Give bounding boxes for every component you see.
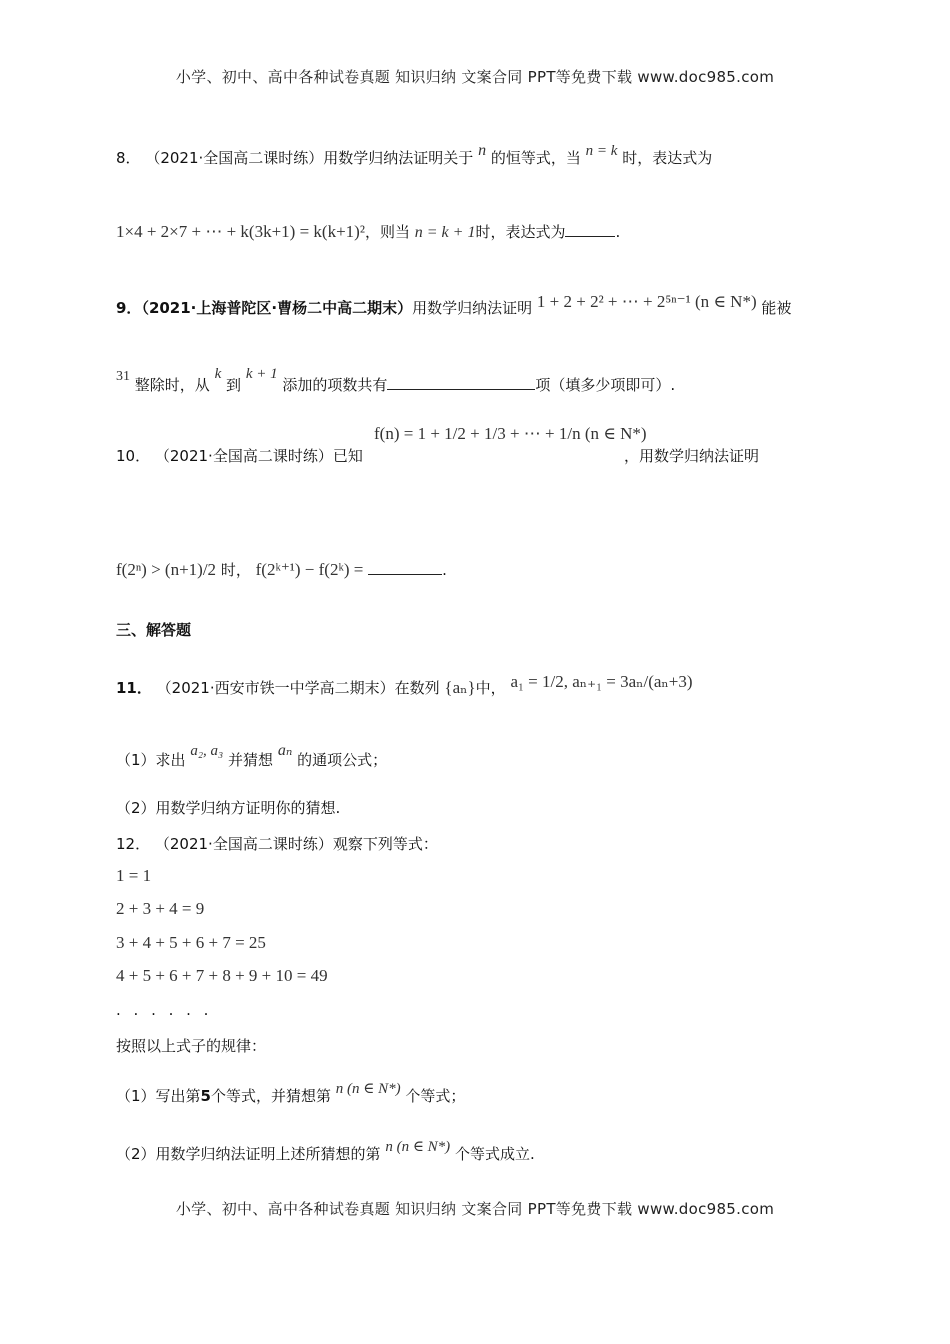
- question-number: 12．: [116, 835, 151, 853]
- question-source: （2021·西安市铁一中学高二期末）: [156, 679, 395, 697]
- question-number: 8．: [116, 149, 141, 167]
- math-var: k: [214, 366, 222, 382]
- page-header: 小学、初中、高中各种试卷真题 知识归纳 文案合同 PPT等免费下载 www.doc985.com: [175, 68, 775, 86]
- math-var: k + 1: [245, 366, 278, 382]
- equation-1: 1 = 1: [116, 866, 152, 885]
- math-terms: a₂, a₃: [190, 743, 224, 759]
- math-formula: 1×4 + 2×7 + ⋯ + k(3k+1) = k(k+1)²: [116, 222, 365, 241]
- question-11-part1: （1）求出 a₂, a₃ 并猜想 aₙ 的通项公式；: [116, 742, 388, 769]
- answer-blank[interactable]: [387, 375, 535, 390]
- question-number: 10．: [116, 447, 151, 465]
- question-12-part2: （2）用数学归纳法证明上述所猜想的第 n (n ∈ N*) 个等式成立.: [116, 1139, 535, 1163]
- question-9-line2: 31 整除时，从 k 到 k + 1 添加的项数共有 项（填多少项即可）.: [116, 366, 676, 394]
- question-8-line1: 8． （2021·全国高二课时练）用数学归纳法证明关于 n 的恒等式，当 n = k 时，表达式为: [116, 142, 713, 167]
- equation-3: 3 + 4 + 5 + 6 + 7 = 25: [116, 933, 266, 952]
- math-number: 31: [116, 369, 130, 384]
- question-10-line1: 10． （2021·全国高二课时练）已知: [116, 447, 363, 465]
- section-title: 三、解答题: [116, 621, 192, 639]
- question-source: （2021·上海普陀区·曹杨二中高二期末）: [141, 299, 413, 317]
- question-source: （2021·全国高二课时练）: [154, 835, 333, 853]
- question-number: 9．: [116, 299, 142, 317]
- math-condition: n (n ∈ N*): [335, 1081, 401, 1097]
- math-var: n: [478, 142, 487, 159]
- math-formula: f(n) = 1 + 1/2 + 1/3 + ⋯ + 1/n (n ∈ N*): [374, 424, 647, 443]
- question-10-line2: f(2ⁿ) > (n+1)/2 时， f(2ᵏ⁺¹) − f(2ᵏ) = .: [116, 560, 447, 579]
- math-condition: n = k + 1: [414, 224, 476, 241]
- math-sequence: {aₙ}: [444, 678, 476, 697]
- math-formula: f(2ⁿ) > (n+1)/2: [116, 560, 217, 579]
- question-12-line1: 12． （2021·全国高二课时练）观察下列等式：: [116, 835, 438, 853]
- ellipsis-dots: . . . . . .: [116, 1001, 213, 1019]
- question-source: （2021·全国高二课时练）: [154, 447, 333, 465]
- question-source: （2021·全国高二课时练）: [145, 149, 324, 167]
- question-number: 11．: [116, 679, 152, 697]
- equation-4: 4 + 5 + 6 + 7 + 8 + 9 + 10 = 49: [116, 966, 328, 985]
- equation-2: 2 + 3 + 4 = 9: [116, 899, 205, 918]
- question-12-part1: （1）写出第5个等式，并猜想第 n (n ∈ N*) 个等式；: [116, 1081, 466, 1105]
- math-term: aₙ: [277, 742, 293, 759]
- math-formula: a₁ = 1/2, aₙ₊₁ = 3aₙ/(aₙ+3): [510, 672, 693, 691]
- question-9-line1: 9．（2021·上海普陀区·曹杨二中高二期末）用数学归纳法证明 1 + 2 + 2² + ⋯ + 2⁵ⁿ⁻¹ (n ∈ N*) 能被: [116, 292, 792, 317]
- math-formula: 1 + 2 + 2² + ⋯ + 2⁵ⁿ⁻¹ (n ∈ N*): [536, 292, 757, 311]
- math-condition: n = k: [585, 143, 618, 159]
- question-12-rule: 按照以上式子的规律：: [116, 1037, 267, 1055]
- question-10-text: ，用数学归纳法证明: [624, 447, 760, 465]
- question-11-line1: 11． （2021·西安市铁一中学高二期末）在数列 {aₙ}中， a₁ = 1/2, aₙ₊₁ = 3aₙ/(aₙ+3): [116, 672, 693, 697]
- math-formula: f(2ᵏ⁺¹) − f(2ᵏ) =: [255, 560, 364, 579]
- question-8-line2: 1×4 + 2×7 + ⋯ + k(3k+1) = k(k+1)²，则当 n = k + 1时，表达式为 .: [116, 222, 621, 241]
- math-condition: n (n ∈ N*): [385, 1139, 451, 1155]
- page-footer: 小学、初中、高中各种试卷真题 知识归纳 文案合同 PPT等免费下载 www.doc985.com: [175, 1200, 775, 1218]
- answer-blank[interactable]: [565, 222, 615, 237]
- answer-blank[interactable]: [368, 560, 442, 575]
- question-11-part2: （2）用数学归纳方证明你的猜想.: [116, 799, 341, 817]
